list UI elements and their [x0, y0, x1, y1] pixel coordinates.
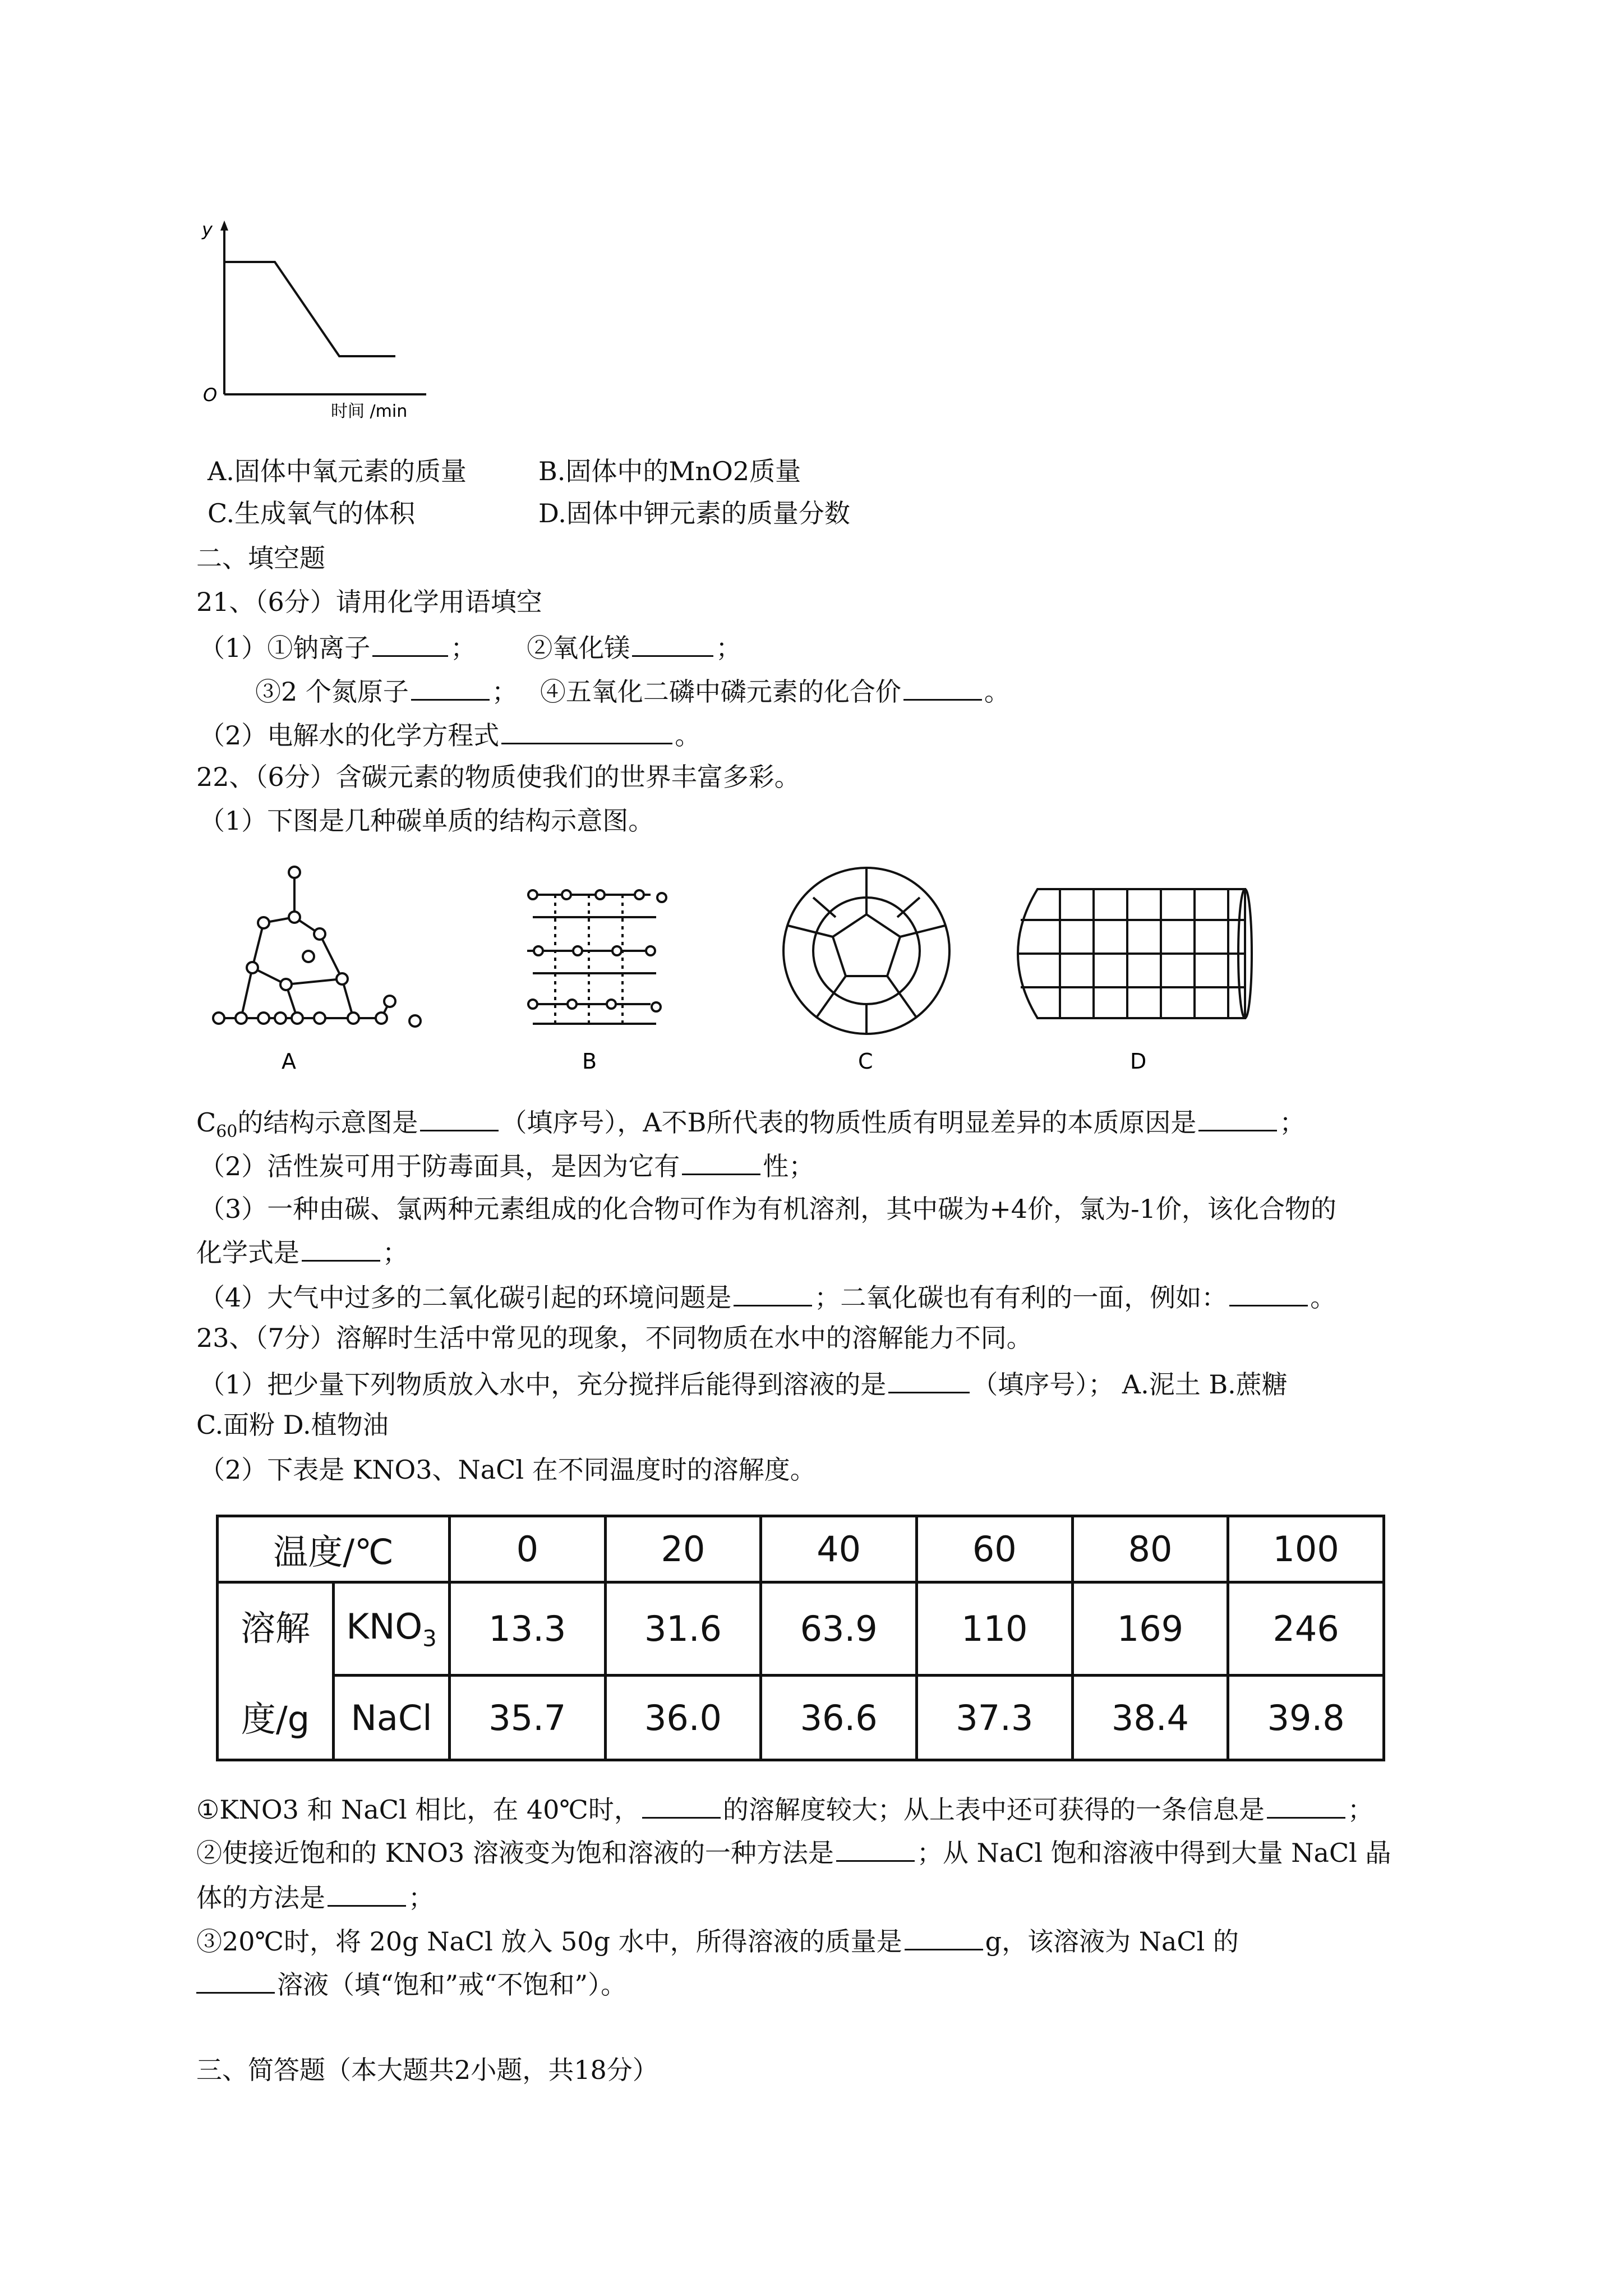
c60-structure	[783, 868, 949, 1034]
q23-sub1-line2: C.面粉 D.植物油	[196, 1410, 389, 1440]
q23-item3-line1: ③20℃时，将 20g NaCl 放入 50g 水中，所得溶液的质量是 g，该溶液为 NaCl 的	[196, 1923, 1239, 1958]
label-b: B	[582, 1049, 597, 1074]
section2-title: 二、填空题	[196, 543, 325, 573]
q23-title: 23、（7分）溶解时生活中常见的现象，不同物质在水中的溶解能力不同。	[196, 1323, 1032, 1353]
q22-sub1: （1）下图是几种碳单质的结构示意图。	[199, 806, 654, 836]
label-c: C	[858, 1049, 873, 1074]
kno3-cell: 169	[1072, 1582, 1228, 1675]
table-header-row	[218, 1516, 1384, 1582]
nacl-cell: 35.7	[450, 1676, 606, 1760]
q23-item2-line1: ②使接近饱和的 KNO3 溶液变为饱和溶液的一种方法是 ；从 NaCl 饱和溶液中得到大量 NaCl 晶	[196, 1834, 1391, 1870]
table-row-kno3	[218, 1582, 1384, 1675]
kno3-cell: 110	[916, 1582, 1072, 1675]
q21-line2: ③2 个氮原子 ； ④五氧化二磷中磷元素的化合价 。	[255, 673, 1010, 708]
section3-title: 三、简答题（本大题共2小题，共18分）	[196, 2055, 658, 2085]
graphite-structure	[527, 890, 666, 1024]
temp-cell: 40	[761, 1516, 917, 1582]
label-a: A	[282, 1049, 296, 1074]
q21-line1: （1）①钠离子 ； ②氧化镁 ；	[199, 629, 741, 665]
nacl-cell: 38.4	[1072, 1676, 1228, 1760]
nacl-cell: 36.0	[605, 1676, 761, 1760]
temp-cell: 20	[605, 1516, 761, 1582]
kno3-cell: 31.6	[605, 1582, 761, 1675]
option-a: A.固体中氧元素的质量	[208, 456, 467, 486]
option-c: C.生成氧气的体积	[208, 498, 416, 528]
kno3-cell: 246	[1228, 1582, 1384, 1675]
label-d: D	[1130, 1049, 1147, 1074]
kno3-cell: 63.9	[761, 1582, 917, 1675]
temp-cell: 100	[1228, 1516, 1384, 1582]
nacl-cell: 36.6	[761, 1676, 917, 1760]
q23-item2-line2: 体的方法是 ；	[196, 1879, 434, 1915]
kno3-cell: 13.3	[450, 1582, 606, 1675]
q22-sub2: （2）活性炭可用于防毒面具，是因为它有 性；	[199, 1148, 814, 1183]
q22-sub3-line1: （3）一种由碳、氯两种元素组成的化合物可作为有机溶剂，其中碳为+4价，氯为-1价，该化合物的	[199, 1194, 1336, 1224]
nacl-label: NaCl	[334, 1676, 450, 1760]
temp-cell: 60	[916, 1516, 1072, 1582]
solubility-table	[216, 1515, 1385, 1761]
option-b: B.固体中的MnO2质量	[538, 456, 801, 486]
temp-cell: 0	[450, 1516, 606, 1582]
solubility-label: 溶解 度/g	[218, 1582, 334, 1760]
origin-label: O	[203, 384, 218, 406]
carbon-structures-figure	[196, 855, 1262, 1080]
q23-item3-line2: 溶液（填“饱和”戒“不饱和”）。	[196, 1966, 626, 2001]
table-row-nacl	[218, 1676, 1384, 1760]
y-axis-label: y	[202, 219, 213, 240]
temp-header: 温度/℃	[218, 1516, 450, 1582]
q22-c60-line: $C_{60}$的结构示意图是 （填序号），A不B所代表的物质性质有明显差异的本质原因是 ；	[196, 1104, 1305, 1149]
kno3-label: $KNO_3$	[334, 1582, 450, 1675]
q22-sub4: （4）大气中过多的二氧化碳引起的环境问题是 ；二氧化碳也有有利的一面，例如： 。	[199, 1279, 1336, 1314]
q21-line3: （2）电解水的化学方程式 。	[199, 717, 700, 752]
nanotube-structure	[1018, 889, 1252, 1018]
q21-title: 21、（6分）请用化学用语填空	[196, 587, 542, 617]
q23-sub1-line1: （1）把少量下列物质放入水中，充分搅拌后能得到溶液的是 （填序号）； A.泥土 B.蔗糖	[199, 1366, 1288, 1401]
temp-cell: 80	[1072, 1516, 1228, 1582]
q23-item1: ①KNO3 和 NaCl 相比，在 40℃时， 的溶解度较大；从上表中还可获得的一条信息是 ；	[196, 1791, 1373, 1826]
q22-sub3-line2: 化学式是 ；	[196, 1234, 408, 1269]
x-axis-label: 时间 /min	[331, 402, 408, 421]
diamond-structure	[213, 867, 421, 1027]
q22-title: 22、（6分）含碳元素的物质使我们的世界丰富多彩。	[196, 762, 800, 792]
option-d: D.固体中钾元素的质量分数	[538, 498, 850, 528]
q23-sub2: （2）下表是 KNO3、NaCl 在不同温度时的溶解度。	[199, 1455, 816, 1485]
line-graph	[191, 216, 454, 426]
nacl-cell: 39.8	[1228, 1676, 1384, 1760]
nacl-cell: 37.3	[916, 1676, 1072, 1760]
